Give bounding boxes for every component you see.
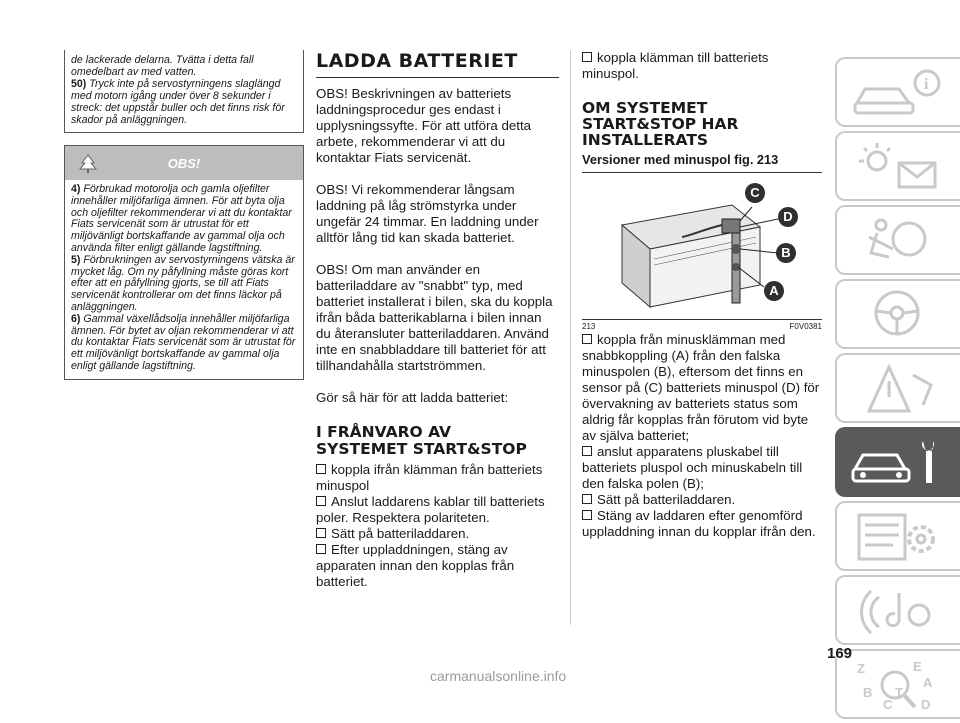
paragraph: OBS! Beskrivningen av batteriets laddningsprocedur ges endast i upplysningssyfte. För att utföra detta arbete, rekommenderar vi att du kontaktar Fiats servicenät.: [316, 86, 532, 165]
chapter-tabs: [835, 57, 960, 723]
car-maintenance-icon: [849, 435, 949, 491]
warning-note-continued: [64, 50, 304, 133]
obs-item-number: 5): [71, 253, 81, 266]
list-item: [582, 50, 822, 82]
tab-starting-driving[interactable]: [835, 279, 960, 349]
subsection-heading: [316, 424, 559, 458]
figure-code: F0V0381: [789, 322, 822, 331]
svg-text:B: B: [863, 685, 873, 700]
obs-item-text: Gammal växellådsolja innehåller miljöfarliga ämnen. För bytet av oljan rekommenderar vi att du kontaktar Fiats servicenät som är utrustat för ett miljövänligt bortskaffande av gammal olja enligt gällande lagstiftning.: [71, 312, 296, 372]
checkbox-bullet-icon: [582, 52, 592, 62]
callout-c: [745, 183, 765, 203]
callout-label: C: [750, 185, 760, 200]
tab-technical-data[interactable]: [835, 501, 960, 571]
subheading-line: OM SYSTEMET: [582, 99, 708, 117]
subheading-line: INSTALLERATS: [582, 131, 709, 149]
tab-index[interactable]: [835, 649, 960, 719]
battery-figure: [582, 175, 822, 320]
checkbox-bullet-icon: [316, 528, 326, 538]
paragraph: OBS! Om man använder en batteriladdare av "snabbt" typ, med batteriet installerat i bilen, ska du koppla ifrån båda batterikablarna i bilen innan du återansluter batteriladdaren. Använd inte en snabbladdare till batteriet för att tillhandahålla startströmmen.: [316, 262, 553, 373]
list-item: [316, 494, 559, 526]
tab-warning-lights[interactable]: [835, 131, 960, 201]
steering-wheel-icon: [849, 287, 949, 343]
list-item-text: anslut apparatens pluskabel till batteriets pluspol och minuskabeln till den falska polen (B);: [582, 444, 803, 491]
technical-data-icon: [849, 509, 949, 565]
svg-text:i: i: [924, 76, 929, 93]
obs-body: [65, 180, 303, 379]
road-warning-icon: [849, 361, 949, 417]
car-info-icon: [849, 65, 949, 121]
obs-item-text: Förbrukningen av servostyrningens vätska är mycket låg. Om ny påfyllning måste göras kort efter att en påfyllning gjorts, se till att Fiats servicenät kontrollerar om det finns läckor på anläggningen.: [71, 253, 295, 313]
obs-box: [64, 145, 304, 380]
subheading-line: SYSTEMET START&STOP: [316, 440, 527, 458]
figure-caption: [582, 322, 822, 331]
tab-safety[interactable]: [835, 205, 960, 275]
tab-emergency[interactable]: [835, 353, 960, 423]
subheading-line: I FRÅNVARO AV: [316, 423, 452, 441]
section-heading: LADDA BATTERIET: [316, 50, 559, 78]
left-column: [64, 50, 304, 380]
tab-maintenance[interactable]: [835, 427, 960, 497]
obs-item: [71, 255, 297, 314]
alphabetical-index-icon: [849, 657, 949, 713]
paragraph: OBS! Vi rekommenderar långsam laddning på låg strömstyrka under ungefär 24 timmar. En laddning under alltför lång tid kan skada batteriet.: [316, 182, 539, 245]
list-item-text: koppla klämman till batteriets minuspol.: [582, 50, 769, 81]
figure-number: 213: [582, 322, 596, 331]
callout-label: D: [783, 209, 793, 224]
warning-lights-icon: [849, 139, 949, 195]
checkbox-bullet-icon: [582, 510, 592, 520]
callout-a: [764, 281, 784, 301]
svg-text:E: E: [913, 659, 922, 674]
watermark: carmanualsonline.info: [430, 668, 567, 684]
tab-multimedia[interactable]: [835, 575, 960, 645]
version-caption: Versioner med minuspol fig. 213: [582, 152, 822, 173]
list-item: [316, 526, 559, 542]
svg-text:A: A: [923, 675, 933, 690]
list-item-text: koppla ifrån klämman från batteriets minuspol: [316, 462, 543, 493]
list-item-text: Stäng av laddaren efter genomförd uppladdning innan du kopplar ifrån den.: [582, 508, 816, 539]
note-item-number: 50): [71, 78, 87, 90]
list-item-text: Sätt på batteriladdaren.: [597, 492, 736, 507]
obs-item-number: 4): [71, 183, 81, 195]
callout-b: [776, 243, 796, 263]
list-item: [582, 444, 822, 492]
list-item-text: Efter uppladdningen, stäng av apparaten innan den kopplas från batteriet.: [316, 542, 515, 589]
svg-text:D: D: [921, 697, 931, 712]
airbag-seat-icon: [849, 213, 949, 269]
checkbox-bullet-icon: [316, 464, 326, 474]
obs-item-number: 6): [71, 312, 81, 325]
checkbox-bullet-icon: [316, 544, 326, 554]
subsection-heading: [582, 100, 822, 148]
obs-title: OBS!: [167, 156, 201, 171]
right-column: [582, 50, 822, 540]
svg-text:C: C: [883, 697, 893, 712]
subheading-line: START&STOP HAR: [582, 115, 739, 133]
checkbox-bullet-icon: [582, 334, 592, 344]
checkbox-bullet-icon: [316, 496, 326, 506]
list-item: [316, 542, 559, 590]
page-number: 169: [827, 645, 853, 662]
list-item: [582, 332, 822, 444]
list-item: [316, 462, 559, 494]
obs-item: [71, 314, 297, 373]
multimedia-icon: [849, 583, 949, 639]
checkbox-bullet-icon: [582, 494, 592, 504]
obs-item: [71, 184, 297, 255]
callout-d: [778, 207, 798, 227]
tab-car-info[interactable]: [835, 57, 960, 127]
obs-item-text: Förbrukad motorolja och gamla oljefilter innehåller miljöfarliga ämnen. För att byta olja och oljefilter rekommenderar vi att du kontaktar Fiats servicenät som är utrustat för ett miljövänligt bortskaffande av gammal olja och använda filter enligt gällande lagstiftning.: [71, 183, 292, 254]
middle-column: [316, 50, 559, 590]
list-item-text: koppla från minusklämman med snabbkoppling (A) från den falska minuspolen (B), eftersom det finns en sensor på (C) batteriets minuspol (D) för övervakning av batteriets status som aldrig får kopplas från förutom vid byte av själva batteriet;: [582, 332, 820, 443]
svg-text:Z: Z: [857, 661, 865, 676]
note-item-50: [71, 78, 297, 126]
list-item: [582, 492, 822, 508]
obs-header: [65, 146, 303, 180]
paragraph: Gör så här för att ladda batteriet:: [316, 390, 509, 405]
list-item-text: Anslut laddarens kablar till batteriets poler. Respektera polariteten.: [316, 494, 545, 525]
callout-label: B: [781, 245, 791, 260]
checkbox-bullet-icon: [582, 446, 592, 456]
note-item-text: Tryck inte på servostyrningens slaglängd med motorn igång under över 8 sekunder i streck: det uppstår buller och det finns risk för skador på anläggningen.: [71, 78, 285, 126]
svg-text:T: T: [895, 685, 903, 700]
list-item-text: Sätt på batteriladdaren.: [331, 526, 470, 541]
callout-label: A: [769, 283, 779, 298]
note-continuation: de lackerade delarna. Tvätta i detta fall omedelbart av med vatten.: [71, 54, 254, 78]
list-item: [582, 508, 822, 540]
column-divider: [570, 50, 571, 625]
